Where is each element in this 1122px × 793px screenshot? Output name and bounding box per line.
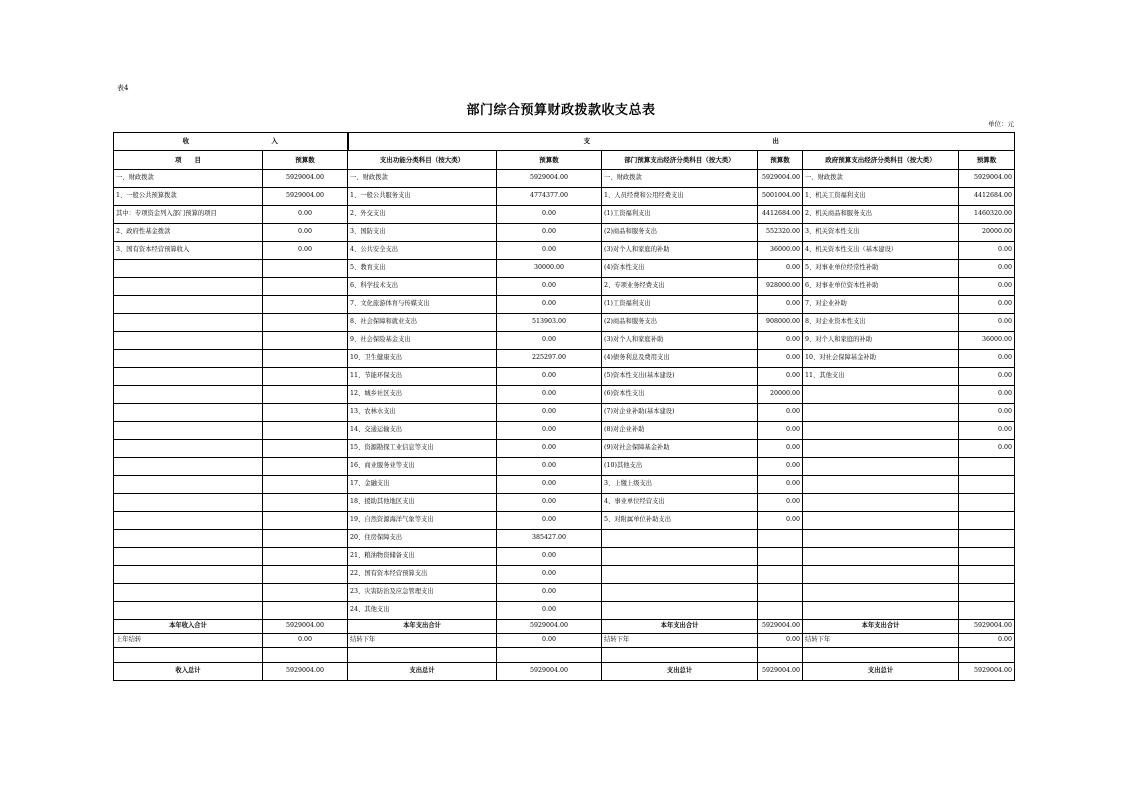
year-total-func-budget-cell: 5929004.00 (497, 620, 602, 634)
grand-total-income-item-cell: 收入总计 (114, 663, 263, 681)
spacer-cell (114, 648, 263, 663)
gov-econ-item-cell: 9、对个人和家庭的补助 (803, 332, 959, 350)
gov-econ-item-cell: 3、机关资本性支出 (803, 224, 959, 242)
gov-econ-item-cell (803, 476, 959, 494)
year-total-gov-econ-budget-cell: 5929004.00 (959, 620, 1015, 634)
dept-econ-budget-cell: 0.00 (758, 368, 803, 386)
gov-econ-item-cell: 4、机关资本性支出（基本建设） (803, 242, 959, 260)
income-item-cell (114, 602, 263, 620)
func-item-cell: 12、城乡社区支出 (348, 386, 497, 404)
income-budget-cell (263, 530, 348, 548)
table-row (114, 278, 1015, 296)
col-header-dept-econ: 部门预算支出经济分类科目（按大类） (602, 151, 758, 170)
income-budget-cell (263, 584, 348, 602)
gov-econ-budget-cell: 0.00 (959, 422, 1015, 440)
func-budget-cell: 0.00 (497, 206, 602, 224)
func-item-cell: 13、农林水支出 (348, 404, 497, 422)
func-item-cell: 23、灾害防治及应急管理支出 (348, 584, 497, 602)
income-budget-cell (263, 494, 348, 512)
table-row (114, 548, 1015, 566)
dept-econ-budget-cell: 0.00 (758, 494, 803, 512)
dept-econ-budget-cell (758, 602, 803, 620)
col-header-budget: 预算数 (497, 151, 602, 170)
income-budget-cell (263, 404, 348, 422)
carry-row (114, 634, 1015, 648)
income-item-cell (114, 566, 263, 584)
table-row (114, 566, 1015, 584)
col-header-budget: 预算数 (758, 151, 803, 170)
func-budget-cell: 0.00 (497, 440, 602, 458)
income-group-header (114, 133, 348, 151)
year-total-income-budget-cell: 5929004.00 (263, 620, 348, 634)
income-budget-cell: 0.00 (263, 206, 348, 224)
func-budget-cell: 0.00 (497, 476, 602, 494)
gov-econ-item-cell: 2、机关商品和服务支出 (803, 206, 959, 224)
func-budget-cell: 225297.00 (497, 350, 602, 368)
dept-econ-item-cell: (7)对企业补助(基本建设) (602, 404, 758, 422)
gov-econ-budget-cell: 0.00 (959, 404, 1015, 422)
dept-econ-item-cell: 2、专项业务经费支出 (602, 278, 758, 296)
spacer-cell (348, 648, 497, 663)
gov-econ-budget-cell: 36000.00 (959, 332, 1015, 350)
dept-econ-budget-cell: 0.00 (758, 332, 803, 350)
gov-econ-item-cell (803, 422, 959, 440)
income-item-cell (114, 350, 263, 368)
table-row (114, 386, 1015, 404)
spacer-cell (959, 648, 1015, 663)
income-item-cell (114, 440, 263, 458)
func-budget-cell: 0.00 (497, 494, 602, 512)
dept-econ-budget-cell: 0.00 (758, 350, 803, 368)
func-budget-cell: 0.00 (497, 296, 602, 314)
dept-econ-budget-cell: 908000.00 (758, 314, 803, 332)
table-row (114, 350, 1015, 368)
func-budget-cell: 0.00 (497, 368, 602, 386)
income-item-cell (114, 476, 263, 494)
func-budget-cell: 0.00 (497, 512, 602, 530)
income-item-cell (114, 314, 263, 332)
expense-group-label-left: 支 (583, 137, 591, 146)
income-budget-cell (263, 368, 348, 386)
func-budget-cell: 0.00 (497, 224, 602, 242)
income-item-cell: 2、政府性基金拨款 (114, 224, 263, 242)
func-budget-cell: 513903.00 (497, 314, 602, 332)
dept-econ-item-cell (602, 548, 758, 566)
table-row (114, 314, 1015, 332)
carry-income-item-cell: 上年结转 (114, 634, 263, 648)
budget-summary-table (113, 132, 1015, 681)
func-item-cell: 16、商业服务业等支出 (348, 458, 497, 476)
dept-econ-budget-cell: 0.00 (758, 458, 803, 476)
income-budget-cell (263, 332, 348, 350)
grand-total-row (114, 663, 1015, 681)
func-item-cell: 9、社会保险基金支出 (348, 332, 497, 350)
income-item-cell (114, 458, 263, 476)
func-item-cell: 15、资源勘探工业信息等支出 (348, 440, 497, 458)
gov-econ-budget-cell (959, 512, 1015, 530)
gov-econ-item-cell: 5、对事业单位经常性补助 (803, 260, 959, 278)
gov-econ-budget-cell (959, 458, 1015, 476)
carry-func-item-cell: 结转下年 (348, 634, 497, 648)
dept-econ-item-cell (602, 566, 758, 584)
income-item-cell (114, 512, 263, 530)
gov-econ-item-cell: 11、其他支出 (803, 368, 959, 386)
func-item-cell: 4、公共安全支出 (348, 242, 497, 260)
func-item-cell: 1、一般公共服务支出 (348, 188, 497, 206)
income-item-cell: 一、财政拨款 (114, 170, 263, 188)
income-budget-cell (263, 602, 348, 620)
func-item-cell: 6、科学技术支出 (348, 278, 497, 296)
dept-econ-item-cell: 一、财政拨款 (602, 170, 758, 188)
func-item-cell: 17、金融支出 (348, 476, 497, 494)
gov-econ-budget-cell: 0.00 (959, 386, 1015, 404)
gov-econ-budget-cell: 0.00 (959, 314, 1015, 332)
func-item-cell: 22、国有资本经营预算支出 (348, 566, 497, 584)
dept-econ-budget-cell: 20000.00 (758, 386, 803, 404)
dept-econ-item-cell: 4、事业单位经营支出 (602, 494, 758, 512)
gov-econ-item-cell (803, 566, 959, 584)
carry-func-budget-cell: 0.00 (497, 634, 602, 648)
func-budget-cell: 0.00 (497, 278, 602, 296)
table-row (114, 404, 1015, 422)
expense-group-label-right: 出 (772, 137, 779, 146)
gov-econ-budget-cell: 0.00 (959, 296, 1015, 314)
dept-econ-item-cell: (9)对社会保障基金补助 (602, 440, 758, 458)
income-item-cell (114, 368, 263, 386)
dept-econ-budget-cell: 0.00 (758, 260, 803, 278)
year-total-gov-econ-item-cell: 本年支出合计 (803, 620, 959, 634)
gov-econ-item-cell: 一、财政拨款 (803, 170, 959, 188)
func-budget-cell: 30000.00 (497, 260, 602, 278)
gov-econ-budget-cell: 0.00 (959, 368, 1015, 386)
dept-econ-item-cell: (10)其他支出 (602, 458, 758, 476)
func-budget-cell: 4774377.00 (497, 188, 602, 206)
col-header-gov-econ: 政府预算支出经济分类科目（按大类） (803, 151, 959, 170)
table-row (114, 584, 1015, 602)
func-item-cell: 3、国防支出 (348, 224, 497, 242)
gov-econ-budget-cell: 0.00 (959, 260, 1015, 278)
func-item-cell: 14、交通运输支出 (348, 422, 497, 440)
gov-econ-item-cell: 8、对企业资本性支出 (803, 314, 959, 332)
table-row (114, 458, 1015, 476)
gov-econ-budget-cell: 0.00 (959, 350, 1015, 368)
dept-econ-item-cell: 1、人员经费和公用经费支出 (602, 188, 758, 206)
income-item-cell: 3、国有资本经营预算收入 (114, 242, 263, 260)
dept-econ-budget-cell: 4412684.00 (758, 206, 803, 224)
table-row (114, 188, 1015, 206)
func-item-cell: 19、自然资源海洋气象等支出 (348, 512, 497, 530)
dept-econ-budget-cell (758, 530, 803, 548)
spacer-cell (758, 648, 803, 663)
func-item-cell: 18、援助其他地区支出 (348, 494, 497, 512)
dept-econ-item-cell: (1)工资福利支出 (602, 296, 758, 314)
income-item-cell (114, 386, 263, 404)
income-item-cell (114, 584, 263, 602)
gov-econ-item-cell (803, 404, 959, 422)
gov-econ-budget-cell: 5929004.00 (959, 170, 1015, 188)
func-item-cell: 7、文化旅游体育与传媒支出 (348, 296, 497, 314)
income-budget-cell (263, 440, 348, 458)
income-budget-cell (263, 548, 348, 566)
spacer-cell (602, 648, 758, 663)
gov-econ-item-cell (803, 512, 959, 530)
dept-econ-item-cell: (5)资本性支出(基本建设) (602, 368, 758, 386)
income-item-cell (114, 296, 263, 314)
spacer-cell (803, 648, 959, 663)
income-budget-cell (263, 512, 348, 530)
gov-econ-item-cell: 10、对社会保障基金补助 (803, 350, 959, 368)
dept-econ-item-cell: (2)商品和服务支出 (602, 314, 758, 332)
income-item-cell: 其中：专项资金列入部门预算的项目 (114, 206, 263, 224)
income-budget-cell (263, 260, 348, 278)
income-budget-cell (263, 350, 348, 368)
income-budget-cell (263, 386, 348, 404)
gov-econ-item-cell: 6、对事业单位资本性补助 (803, 278, 959, 296)
dept-econ-budget-cell: 0.00 (758, 440, 803, 458)
table-row (114, 440, 1015, 458)
dept-econ-budget-cell: 0.00 (758, 404, 803, 422)
gov-econ-budget-cell: 0.00 (959, 242, 1015, 260)
table-number-label: 表4 (117, 84, 129, 92)
col-header-budget: 预算数 (959, 151, 1015, 170)
func-budget-cell: 0.00 (497, 332, 602, 350)
year-total-dept-econ-item-cell: 本年支出合计 (602, 620, 758, 634)
table-row (114, 476, 1015, 494)
grand-total-dept-econ-budget-cell: 5929004.00 (758, 663, 803, 681)
func-item-cell: 21、粮油物资储备支出 (348, 548, 497, 566)
func-item-cell: 24、其他支出 (348, 602, 497, 620)
dept-econ-budget-cell: 928000.00 (758, 278, 803, 296)
year-total-dept-econ-budget-cell: 5929004.00 (758, 620, 803, 634)
dept-econ-item-cell: (4)资本性支出 (602, 260, 758, 278)
dept-econ-item-cell (602, 530, 758, 548)
func-budget-cell: 0.00 (497, 422, 602, 440)
func-item-cell: 8、社会保障和就业支出 (348, 314, 497, 332)
dept-econ-item-cell: (1)工资福利支出 (602, 206, 758, 224)
gov-econ-budget-cell: 20000.00 (959, 224, 1015, 242)
income-budget-cell (263, 422, 348, 440)
income-item-cell (114, 260, 263, 278)
dept-econ-budget-cell: 0.00 (758, 512, 803, 530)
income-item-cell (114, 422, 263, 440)
spacer-cell (497, 648, 602, 663)
carry-gov-econ-item-cell: 结转下年 (803, 634, 959, 648)
gov-econ-item-cell (803, 548, 959, 566)
dept-econ-item-cell: (3)对个人和家庭的补助 (602, 242, 758, 260)
table-row (114, 494, 1015, 512)
carry-income-budget-cell: 0.00 (263, 634, 348, 648)
year-total-income-item-cell: 本年收入合计 (114, 620, 263, 634)
dept-econ-item-cell: (6)资本性支出 (602, 386, 758, 404)
income-item-cell (114, 494, 263, 512)
dept-econ-budget-cell: 0.00 (758, 422, 803, 440)
func-budget-cell: 0.00 (497, 386, 602, 404)
income-group-label-right: 入 (271, 137, 278, 146)
func-budget-cell: 0.00 (497, 584, 602, 602)
grand-total-func-item-cell: 支出总计 (348, 663, 497, 681)
year-total-row (114, 620, 1015, 634)
dept-econ-budget-cell: 0.00 (758, 296, 803, 314)
dept-econ-budget-cell: 5929004.00 (758, 170, 803, 188)
carry-dept-econ-item-cell: 结转下年 (602, 634, 758, 648)
func-budget-cell: 0.00 (497, 548, 602, 566)
income-budget-cell: 0.00 (263, 224, 348, 242)
dept-econ-item-cell: 3、上缴上级支出 (602, 476, 758, 494)
table-row (114, 170, 1015, 188)
gov-econ-budget-cell (959, 476, 1015, 494)
dept-econ-budget-cell: 36000.00 (758, 242, 803, 260)
dept-econ-item-cell: (3)对个人和家庭补助 (602, 332, 758, 350)
carry-dept-econ-budget-cell: 0.00 (758, 634, 803, 648)
grand-total-dept-econ-item-cell: 支出总计 (602, 663, 758, 681)
table-row (114, 512, 1015, 530)
gov-econ-budget-cell (959, 584, 1015, 602)
func-budget-cell: 0.00 (497, 458, 602, 476)
func-item-cell: 20、住房保障支出 (348, 530, 497, 548)
col-header-budget: 预算数 (263, 151, 348, 170)
table-row (114, 260, 1015, 278)
gov-econ-item-cell (803, 458, 959, 476)
func-item-cell: 10、卫生健康支出 (348, 350, 497, 368)
dept-econ-item-cell: 5、对附属单位补助支出 (602, 512, 758, 530)
col-header-item: 项 目 (114, 151, 263, 170)
expense-group-header (348, 133, 1015, 151)
income-item-cell (114, 548, 263, 566)
income-budget-cell (263, 278, 348, 296)
income-item-cell: 1、一般公共预算拨款 (114, 188, 263, 206)
gov-econ-budget-cell: 0.00 (959, 278, 1015, 296)
carry-gov-econ-budget-cell: 0.00 (959, 634, 1015, 648)
func-budget-cell: 385427.00 (497, 530, 602, 548)
table-row (114, 242, 1015, 260)
table-row (114, 206, 1015, 224)
func-item-cell: 11、节能环保支出 (348, 368, 497, 386)
year-total-func-item-cell: 本年支出合计 (348, 620, 497, 634)
dept-econ-item-cell: (2)商品和服务支出 (602, 224, 758, 242)
gov-econ-budget-cell (959, 494, 1015, 512)
table-row (114, 296, 1015, 314)
spacer-cell (263, 648, 348, 663)
table-row (114, 368, 1015, 386)
gov-econ-budget-cell (959, 548, 1015, 566)
func-budget-cell: 0.00 (497, 404, 602, 422)
table-row (114, 224, 1015, 242)
gov-econ-budget-cell (959, 566, 1015, 584)
dept-econ-item-cell: (8)对企业补助 (602, 422, 758, 440)
gov-econ-item-cell: 1、机关工资福利支出 (803, 188, 959, 206)
income-budget-cell (263, 296, 348, 314)
gov-econ-budget-cell (959, 602, 1015, 620)
dept-econ-budget-cell: 552320.00 (758, 224, 803, 242)
table-row (114, 602, 1015, 620)
income-item-cell (114, 404, 263, 422)
income-budget-cell (263, 314, 348, 332)
dept-econ-budget-cell: 5001004.00 (758, 188, 803, 206)
income-budget-cell (263, 458, 348, 476)
col-header-func: 支出功能分类科目（按大类） (348, 151, 497, 170)
dept-econ-item-cell (602, 602, 758, 620)
group-header-row (114, 133, 1015, 151)
page-title: 部门综合预算财政拨款收支总表 (466, 103, 656, 118)
income-budget-cell (263, 566, 348, 584)
func-item-cell: 2、外交支出 (348, 206, 497, 224)
income-item-cell (114, 332, 263, 350)
gov-econ-item-cell: 7、对企业补助 (803, 296, 959, 314)
income-budget-cell: 5929004.00 (263, 170, 348, 188)
gov-econ-item-cell (803, 386, 959, 404)
table-row (114, 422, 1015, 440)
func-budget-cell: 5929004.00 (497, 170, 602, 188)
gov-econ-item-cell (803, 440, 959, 458)
gov-econ-budget-cell: 4412684.00 (959, 188, 1015, 206)
dept-econ-budget-cell (758, 548, 803, 566)
func-item-cell: 5、教育支出 (348, 260, 497, 278)
dept-econ-budget-cell (758, 566, 803, 584)
grand-total-gov-econ-budget-cell: 5929004.00 (959, 663, 1015, 681)
income-budget-cell: 0.00 (263, 242, 348, 260)
income-item-cell (114, 278, 263, 296)
gov-econ-item-cell (803, 530, 959, 548)
func-budget-cell: 0.00 (497, 566, 602, 584)
grand-total-income-budget-cell: 5929004.00 (263, 663, 348, 681)
dept-econ-budget-cell (758, 584, 803, 602)
income-budget-cell: 5929004.00 (263, 188, 348, 206)
dept-econ-item-cell (602, 584, 758, 602)
gov-econ-budget-cell: 1460320.00 (959, 206, 1015, 224)
func-item-cell: 一、财政拨款 (348, 170, 497, 188)
gov-econ-item-cell (803, 584, 959, 602)
gov-econ-budget-cell: 0.00 (959, 440, 1015, 458)
grand-total-func-budget-cell: 5929004.00 (497, 663, 602, 681)
unit-label: 单位：元 (988, 120, 1014, 128)
dept-econ-budget-cell: 0.00 (758, 476, 803, 494)
grand-total-gov-econ-item-cell: 支出总计 (803, 663, 959, 681)
func-budget-cell: 0.00 (497, 242, 602, 260)
dept-econ-item-cell: (4)债务利息及费用支出 (602, 350, 758, 368)
func-budget-cell: 0.00 (497, 602, 602, 620)
income-group-label-left: 收 (182, 137, 190, 146)
table-row (114, 332, 1015, 350)
column-header-row (114, 151, 1015, 170)
gov-econ-budget-cell (959, 530, 1015, 548)
spacer-row (114, 648, 1015, 663)
income-budget-cell (263, 476, 348, 494)
gov-econ-item-cell (803, 602, 959, 620)
table-row (114, 530, 1015, 548)
income-item-cell (114, 530, 263, 548)
gov-econ-item-cell (803, 494, 959, 512)
